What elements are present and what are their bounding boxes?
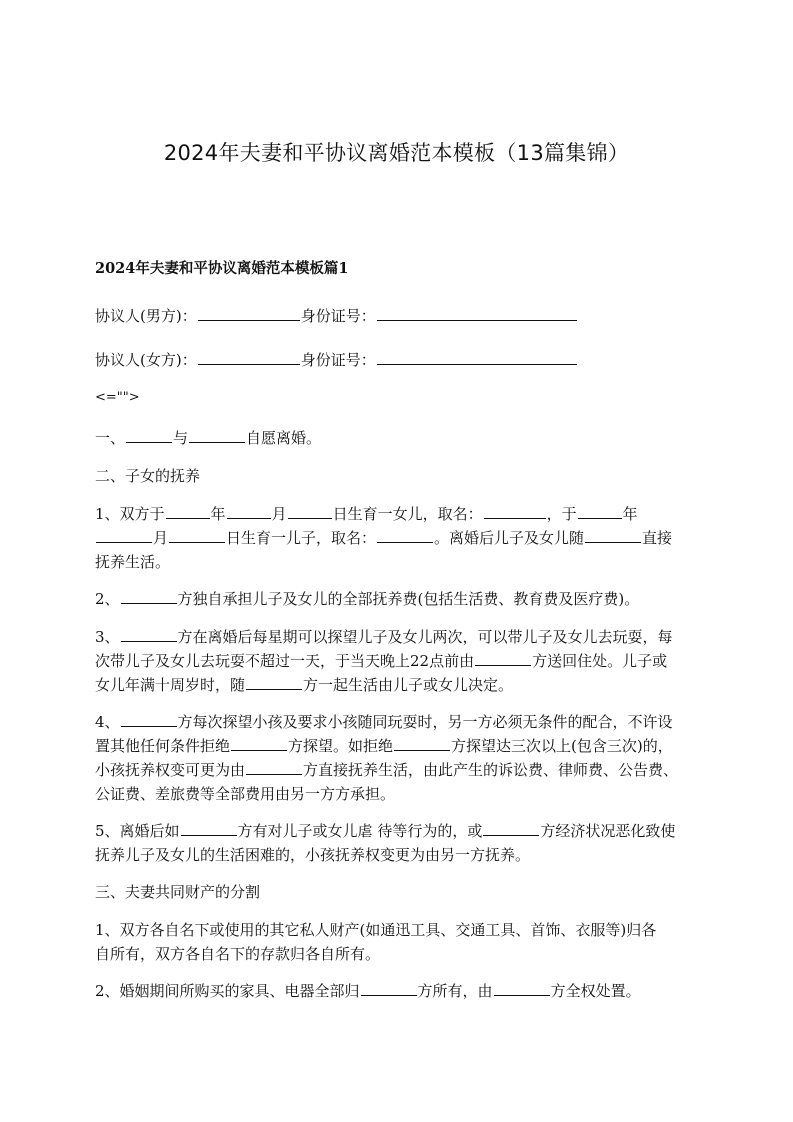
blank (246, 674, 302, 690)
text: 方独自承担儿子及女儿的全部抚养费(包括生活费、教育费及医疗费)。 (177, 590, 640, 608)
text: 5、离婚后如 (95, 822, 180, 840)
text: 方全权处置。 (550, 982, 641, 1000)
blank (484, 503, 546, 519)
party-male-label: 协议人(男方)： (95, 307, 197, 325)
clause-1 (95, 426, 707, 450)
text: 日生育一儿子，取名： (226, 529, 377, 547)
item-5 (95, 819, 707, 867)
blank (377, 527, 433, 543)
heading-3: 三、夫妻共同财产的分割 (95, 883, 261, 901)
text: 3、 (95, 628, 120, 646)
blank (121, 588, 177, 604)
blank (169, 527, 225, 543)
blank (494, 980, 550, 996)
text: 1、双方于 (95, 505, 165, 523)
text: 次带儿子及女儿去玩耍不超过一天，于当天晚上22点前由 (95, 652, 475, 670)
party-female-line (95, 348, 707, 372)
text: 方经济状况恶化致使 (540, 822, 676, 840)
item-4 (95, 710, 707, 806)
blank (394, 735, 450, 751)
text: 方探望。如拒绝 (288, 737, 394, 755)
id-label-male: 身份证号： (300, 307, 376, 325)
text: 小孩抚养权变可更为由 (95, 761, 246, 779)
blank (166, 503, 210, 519)
blank (227, 503, 271, 519)
text: 方每次探望小孩及要求小孩随同玩耍时，另一方必须无条件的配合，不许设 (177, 713, 673, 731)
blank (96, 527, 152, 543)
item-3 (95, 625, 707, 697)
text: 月 (153, 529, 169, 547)
blank (246, 759, 302, 775)
blank (231, 735, 287, 751)
text: 方送回住处。儿子或 (532, 652, 668, 670)
party-female-label: 协议人(女方)： (95, 351, 197, 369)
blank (475, 650, 531, 666)
blank-female-id (377, 349, 577, 365)
text: 直接 (642, 529, 673, 547)
text: 抚养儿子及女儿的生活困难的，小孩抚养权变更为由另一方抚养。 (95, 846, 531, 864)
text: ，于 (546, 505, 577, 523)
blank (585, 527, 641, 543)
blank (288, 503, 332, 519)
document-title: 2024年夫妻和平协议离婚范本模板（13篇集锦） (163, 141, 630, 165)
text: 公证费、差旅费等全部费用由另一方方承担。 (95, 785, 396, 803)
clause-1-and: 与 (173, 429, 189, 447)
item-2 (95, 587, 707, 611)
blank-male-id (377, 305, 577, 321)
text: 方一起生活由儿子或女儿决定。 (303, 676, 514, 694)
text: 1、双方各自名下或使用的其它私人财产(如通迅工具、交通工具、首饰、衣服等)归各 (95, 921, 657, 939)
party-male-line (95, 304, 707, 328)
blank (126, 427, 172, 443)
text: 方直接抚养生活，由此产生的诉讼费、律师费、公告费、 (303, 761, 679, 779)
text: 年 (210, 505, 226, 523)
text: 日生育一女儿，取名： (332, 505, 483, 523)
text: 。离婚后儿子及女儿随 (434, 529, 585, 547)
text: 2、婚姻期间所购买的家具、电器全部归 (95, 982, 360, 1000)
text: 女儿年满十周岁时，随 (95, 676, 246, 694)
property-1 (95, 918, 707, 966)
clause-1-suffix: 自愿离婚。 (246, 429, 322, 447)
document-body (95, 258, 707, 1016)
text: 方有对儿子或女儿虐 待等行为的，或 (237, 822, 483, 840)
id-label-female: 身份证号： (300, 351, 376, 369)
blank-male-name (198, 305, 300, 321)
section-title: 2024年夫妻和平协议离婚范本模板篇1 (95, 260, 349, 277)
blank-female-name (198, 349, 300, 365)
item-1 (95, 502, 707, 574)
text: 方探望达三次以上(包含三次)的， (451, 737, 673, 755)
text: 年 (622, 505, 638, 523)
artifact-text: <=""> (95, 390, 140, 405)
text: 2、 (95, 590, 120, 608)
heading-2: 二、子女的抚养 (95, 467, 201, 485)
property-2 (95, 979, 707, 1003)
text: 4、 (95, 713, 120, 731)
text: 月 (271, 505, 287, 523)
text: 抚养生活。 (95, 553, 171, 571)
blank (181, 820, 237, 836)
clause-1-prefix: 一、 (95, 429, 126, 447)
blank (483, 820, 539, 836)
text: 方所有，由 (417, 982, 493, 1000)
text: 置其他任何条件拒绝 (95, 737, 231, 755)
blank (361, 980, 417, 996)
blank (189, 427, 245, 443)
blank (121, 711, 177, 727)
text: 自所有，双方各自名下的存款归各自所有。 (95, 945, 381, 963)
blank (578, 503, 622, 519)
blank (121, 626, 177, 642)
text: 方在离婚后每星期可以探望儿子及女儿两次，可以带儿子及女儿去玩耍，每 (177, 628, 673, 646)
